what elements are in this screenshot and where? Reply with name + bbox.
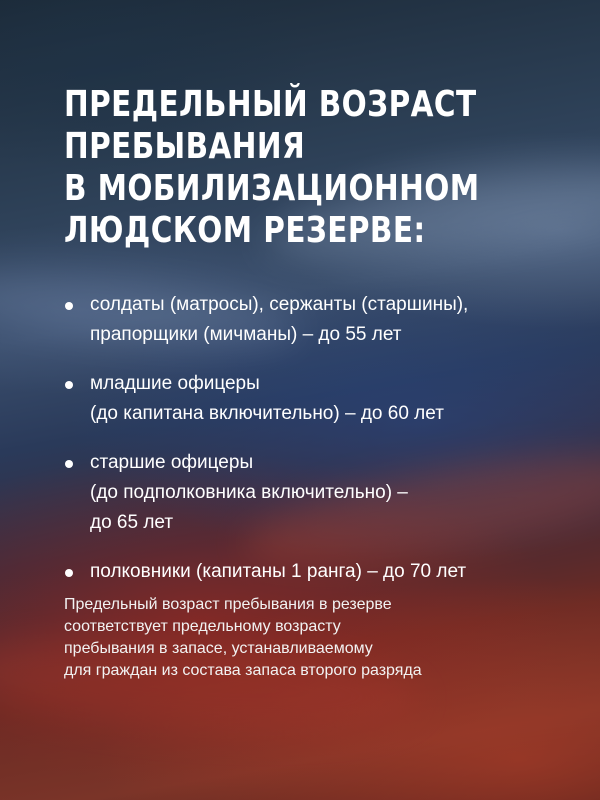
list-item-text: полковники (капитаны 1 ранга) – до 70 лет — [90, 561, 467, 582]
list-item-text: младшие офицеры (до капитана включительно) – до 60 лет — [90, 373, 444, 424]
list-item — [62, 448, 572, 538]
bullet-icon — [65, 381, 73, 389]
title-line: ПРЕДЕЛЬНЫЙ ВОЗРАСТ — [64, 84, 477, 125]
footnote: Предельный возраст пребывания в резерве соответствует предельному возрасту пребывания в запасе, устанавливаемому для граждан из состава запаса второго разряда — [64, 596, 422, 679]
title-line: ПРЕБЫВАНИЯ — [64, 126, 306, 167]
bullet-icon — [65, 460, 73, 468]
page-title — [64, 84, 480, 252]
list-item — [62, 369, 572, 429]
title-line: В МОБИЛИЗАЦИОННОМ — [64, 168, 480, 209]
age-limits-list — [62, 290, 572, 606]
list-item — [62, 290, 572, 350]
list-item-text: старшие офицеры (до подполковника включительно) – до 65 лет — [90, 452, 408, 533]
list-item-text: солдаты (матросы), сержанты (старшины), прапорщики (мичманы) – до 55 лет — [90, 294, 469, 345]
list-item — [62, 557, 572, 587]
bullet-icon — [65, 569, 73, 577]
bullet-icon — [65, 302, 73, 310]
title-line: ЛЮДСКОМ РЕЗЕРВЕ: — [64, 210, 426, 251]
